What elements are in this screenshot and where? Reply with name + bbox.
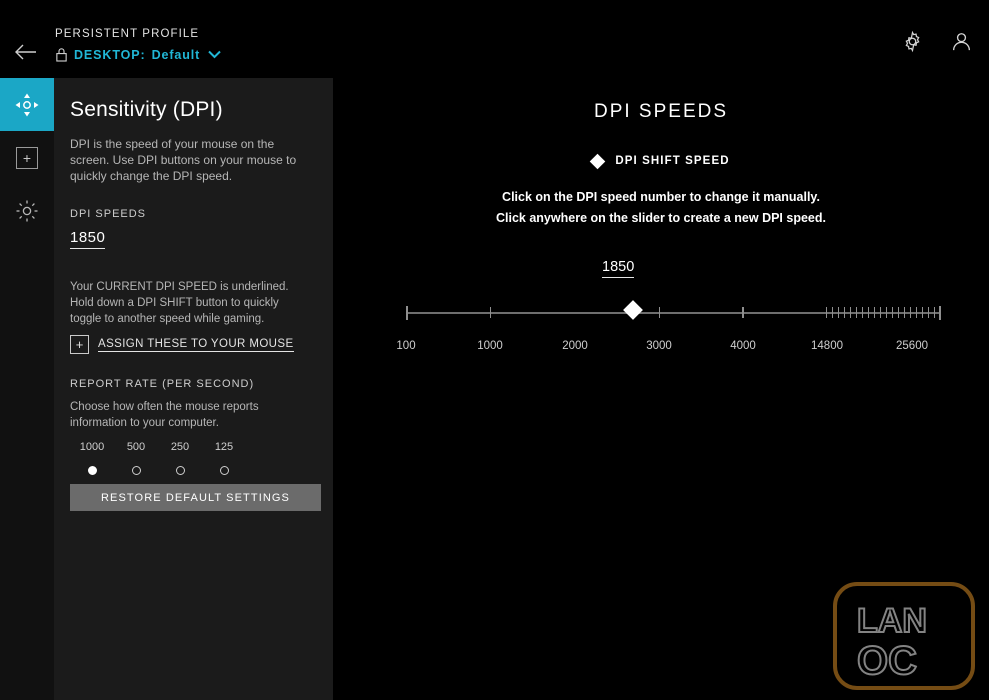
slider-current-value[interactable]: 1850 [602, 259, 634, 278]
report-rate-description: Choose how often the mouse reports information to your computer. [70, 401, 259, 429]
slider-cap-end [939, 306, 941, 320]
left-rail [0, 78, 54, 700]
watermark-line-1: LAN [857, 602, 927, 640]
report-rate-option[interactable] [70, 441, 114, 475]
instruction-line-1: Click on the DPI speed number to change it manually. [502, 190, 820, 204]
app-header [0, 0, 989, 78]
back-arrow-icon [12, 38, 40, 66]
slider-cap-start [406, 306, 408, 320]
axis-label: 4000 [730, 340, 756, 352]
profile-block [55, 28, 221, 62]
rail-item-lighting[interactable] [0, 184, 54, 237]
dpi-shift-speed-row[interactable] [333, 155, 989, 167]
rail-item-sensitivity[interactable] [0, 78, 54, 131]
dpi-shift-diamond-icon [590, 153, 606, 169]
header-icon-group [901, 30, 973, 53]
sensitivity-panel [54, 78, 333, 700]
report-rate-option-label: 1000 [79, 441, 105, 453]
axis-label: 100 [396, 340, 416, 352]
axis-label: 1000 [477, 340, 503, 352]
slider-track[interactable] [406, 312, 941, 314]
report-rate-radio[interactable] [176, 466, 185, 475]
assign-to-mouse-link[interactable]: ASSIGN THESE TO YOUR MOUSE [98, 337, 294, 350]
profile-device-label: DESKTOP: [74, 47, 146, 62]
axis-label: 2000 [562, 340, 588, 352]
user-icon[interactable] [950, 30, 973, 53]
dpi-speeds-main [333, 78, 989, 700]
report-rate-options [70, 441, 246, 475]
report-rate-radio[interactable] [132, 466, 141, 475]
gear-icon[interactable] [901, 30, 924, 53]
report-rate-label: REPORT RATE (PER SECOND) [70, 378, 255, 390]
slider-tick [743, 307, 744, 318]
main-title: DPI SPEEDS [593, 101, 729, 122]
report-rate-option[interactable] [158, 441, 202, 475]
axis-label: 25600 [896, 340, 928, 352]
page-title: Sensitivity (DPI) [70, 98, 223, 121]
panel-description: DPI is the speed of your mouse on the screen. Use DPI buttons on your mouse to quickly change the DPI speed. [70, 137, 297, 183]
dpi-shift-speed-label: DPI SHIFT SPEED [615, 155, 730, 167]
panel-dpi-value[interactable]: 1850 [70, 229, 105, 249]
chevron-down-icon[interactable] [208, 50, 221, 59]
watermark-line-2: OC [857, 639, 917, 683]
back-button[interactable] [12, 38, 40, 66]
assign-to-mouse-row[interactable] [70, 335, 317, 354]
slider-tick [659, 307, 660, 318]
slider-axis-labels [396, 340, 941, 356]
axis-label: 14800 [811, 340, 843, 352]
report-rate-radio[interactable] [88, 466, 97, 475]
profile-selector[interactable] [55, 47, 221, 62]
instruction-line-2: Click anywhere on the slider to create a new DPI speed. [496, 211, 826, 225]
sensitivity-icon [14, 92, 40, 118]
slider-handle[interactable] [623, 300, 643, 320]
restore-default-settings-button[interactable]: RESTORE DEFAULT SETTINGS [70, 484, 321, 511]
add-icon: + [16, 147, 38, 169]
report-rate-option-label: 250 [170, 441, 190, 453]
report-rate-option[interactable] [202, 441, 246, 475]
profile-title: PERSISTENT PROFILE [55, 28, 200, 40]
instructions [333, 187, 989, 229]
lighting-icon [15, 199, 39, 223]
plus-icon: + [70, 335, 89, 354]
axis-label: 3000 [646, 340, 672, 352]
report-rate-option-label: 500 [126, 441, 146, 453]
report-rate-radio[interactable] [220, 466, 229, 475]
report-rate-option-label: 125 [214, 441, 234, 453]
profile-name-label: Default [151, 47, 201, 62]
dpi-hint-text: Your CURRENT DPI SPEED is underlined. Hold down a DPI SHIFT button to quickly toggle to another speed while gaming. [70, 281, 289, 325]
slider-tick [490, 307, 491, 318]
rail-item-add[interactable] [0, 131, 54, 184]
lock-icon [55, 47, 68, 62]
dpi-speeds-label: DPI SPEEDS [70, 208, 147, 220]
report-rate-option[interactable] [114, 441, 158, 475]
lanoc-watermark [833, 582, 975, 690]
